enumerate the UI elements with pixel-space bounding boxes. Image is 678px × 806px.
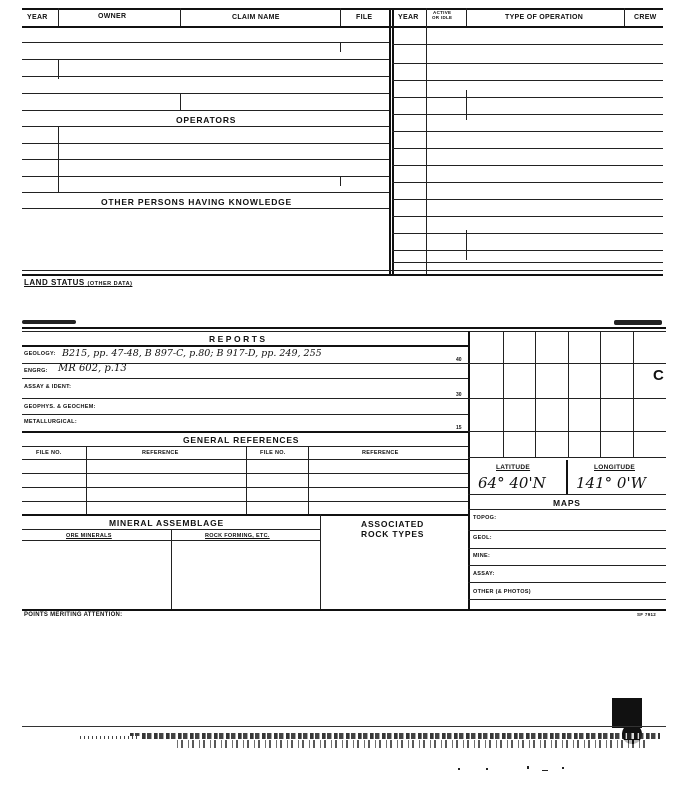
scan-dot	[486, 768, 488, 770]
maps-geol: GEOL:	[473, 535, 492, 541]
maps-title: MAPS	[553, 498, 581, 508]
scan-dot	[562, 767, 564, 769]
engrg-value: MR 602, p.13	[58, 363, 127, 374]
header-claim-name: CLAIM NAME	[232, 14, 280, 21]
operators-title: OPERATORS	[176, 115, 237, 125]
mineral-assemblage-title: MINERAL ASSEMBLAGE	[109, 518, 224, 528]
land-status-sub: (OTHER DATA)	[87, 281, 133, 287]
scan-edge-line	[22, 726, 666, 727]
num-30: 30	[456, 392, 462, 398]
maps-topog: TOPOG:	[473, 515, 497, 521]
ore-minerals-label: ORE MINERALS	[66, 533, 112, 539]
gr-col-file-no-1: FILE NO.	[36, 450, 62, 456]
header-owner: OWNER	[98, 13, 127, 20]
form-number: SF 7912	[637, 612, 657, 617]
geology-value: B215, pp. 47-48, B 897-C, p.80; B 917-D, pp. 249, 255	[62, 348, 322, 359]
header-year-2: YEAR	[398, 14, 419, 21]
metallurgical-label: METALLURGICAL:	[24, 419, 77, 425]
header-year: YEAR	[27, 14, 48, 21]
rock-forming-label: ROCK FORMING, ETC.	[205, 533, 270, 539]
maps-assay: ASSAY:	[473, 571, 495, 577]
num-15: 15	[456, 425, 462, 431]
scan-black-square	[612, 698, 642, 728]
longitude-label: LONGITUDE	[594, 464, 635, 471]
tape-mark-left	[22, 320, 76, 324]
scan-dot	[458, 768, 460, 770]
reports-title: REPORTS	[209, 334, 268, 344]
edge-letter: C	[653, 367, 664, 384]
gr-col-reference-2: REFERENCE	[362, 450, 399, 456]
land-status-text: LAND STATUS	[24, 278, 85, 287]
scan-dot	[527, 766, 529, 769]
associated-label: ASSOCIATED	[361, 519, 425, 529]
num-40: 40	[456, 357, 462, 363]
points-meriting-attention: POINTS MERITING ATTENTION:	[24, 612, 123, 618]
tape-mark-right	[614, 320, 662, 325]
scan-noise-band	[130, 733, 660, 739]
longitude-value: 141° 0'W	[576, 474, 646, 492]
geology-label: GEOLOGY:	[24, 351, 56, 357]
header-type-of-operation: TYPE OF OPERATION	[505, 14, 584, 21]
geophys-label: GEOPHYS. & GEOCHEM:	[24, 404, 96, 410]
gr-col-reference-1: REFERENCE	[142, 450, 179, 456]
header-file: FILE	[356, 14, 373, 21]
header-crew: CREW	[634, 14, 657, 21]
scan-noise-band-2	[175, 740, 645, 748]
general-references-title: GENERAL REFERENCES	[183, 435, 300, 445]
maps-other: OTHER (& PHOTOS)	[473, 589, 531, 595]
maps-mine: MINE:	[473, 553, 491, 559]
latitude-label: LATITUDE	[496, 464, 531, 471]
assay-label: ASSAY & IDENT:	[24, 384, 72, 390]
engrg-label: ENGRG:	[24, 368, 48, 374]
other-persons-title: OTHER PERSONS HAVING KNOWLEDGE	[101, 197, 293, 207]
scan-dot	[542, 770, 548, 771]
header-active-or-idle: ACTIVE OR IDLE	[432, 10, 453, 20]
scan-noise-specks	[80, 736, 140, 739]
gr-col-file-no-2: FILE NO.	[260, 450, 286, 456]
rock-types-label: ROCK TYPES	[361, 529, 425, 539]
latitude-value: 64° 40'N	[478, 474, 546, 492]
land-status-label	[24, 278, 132, 287]
